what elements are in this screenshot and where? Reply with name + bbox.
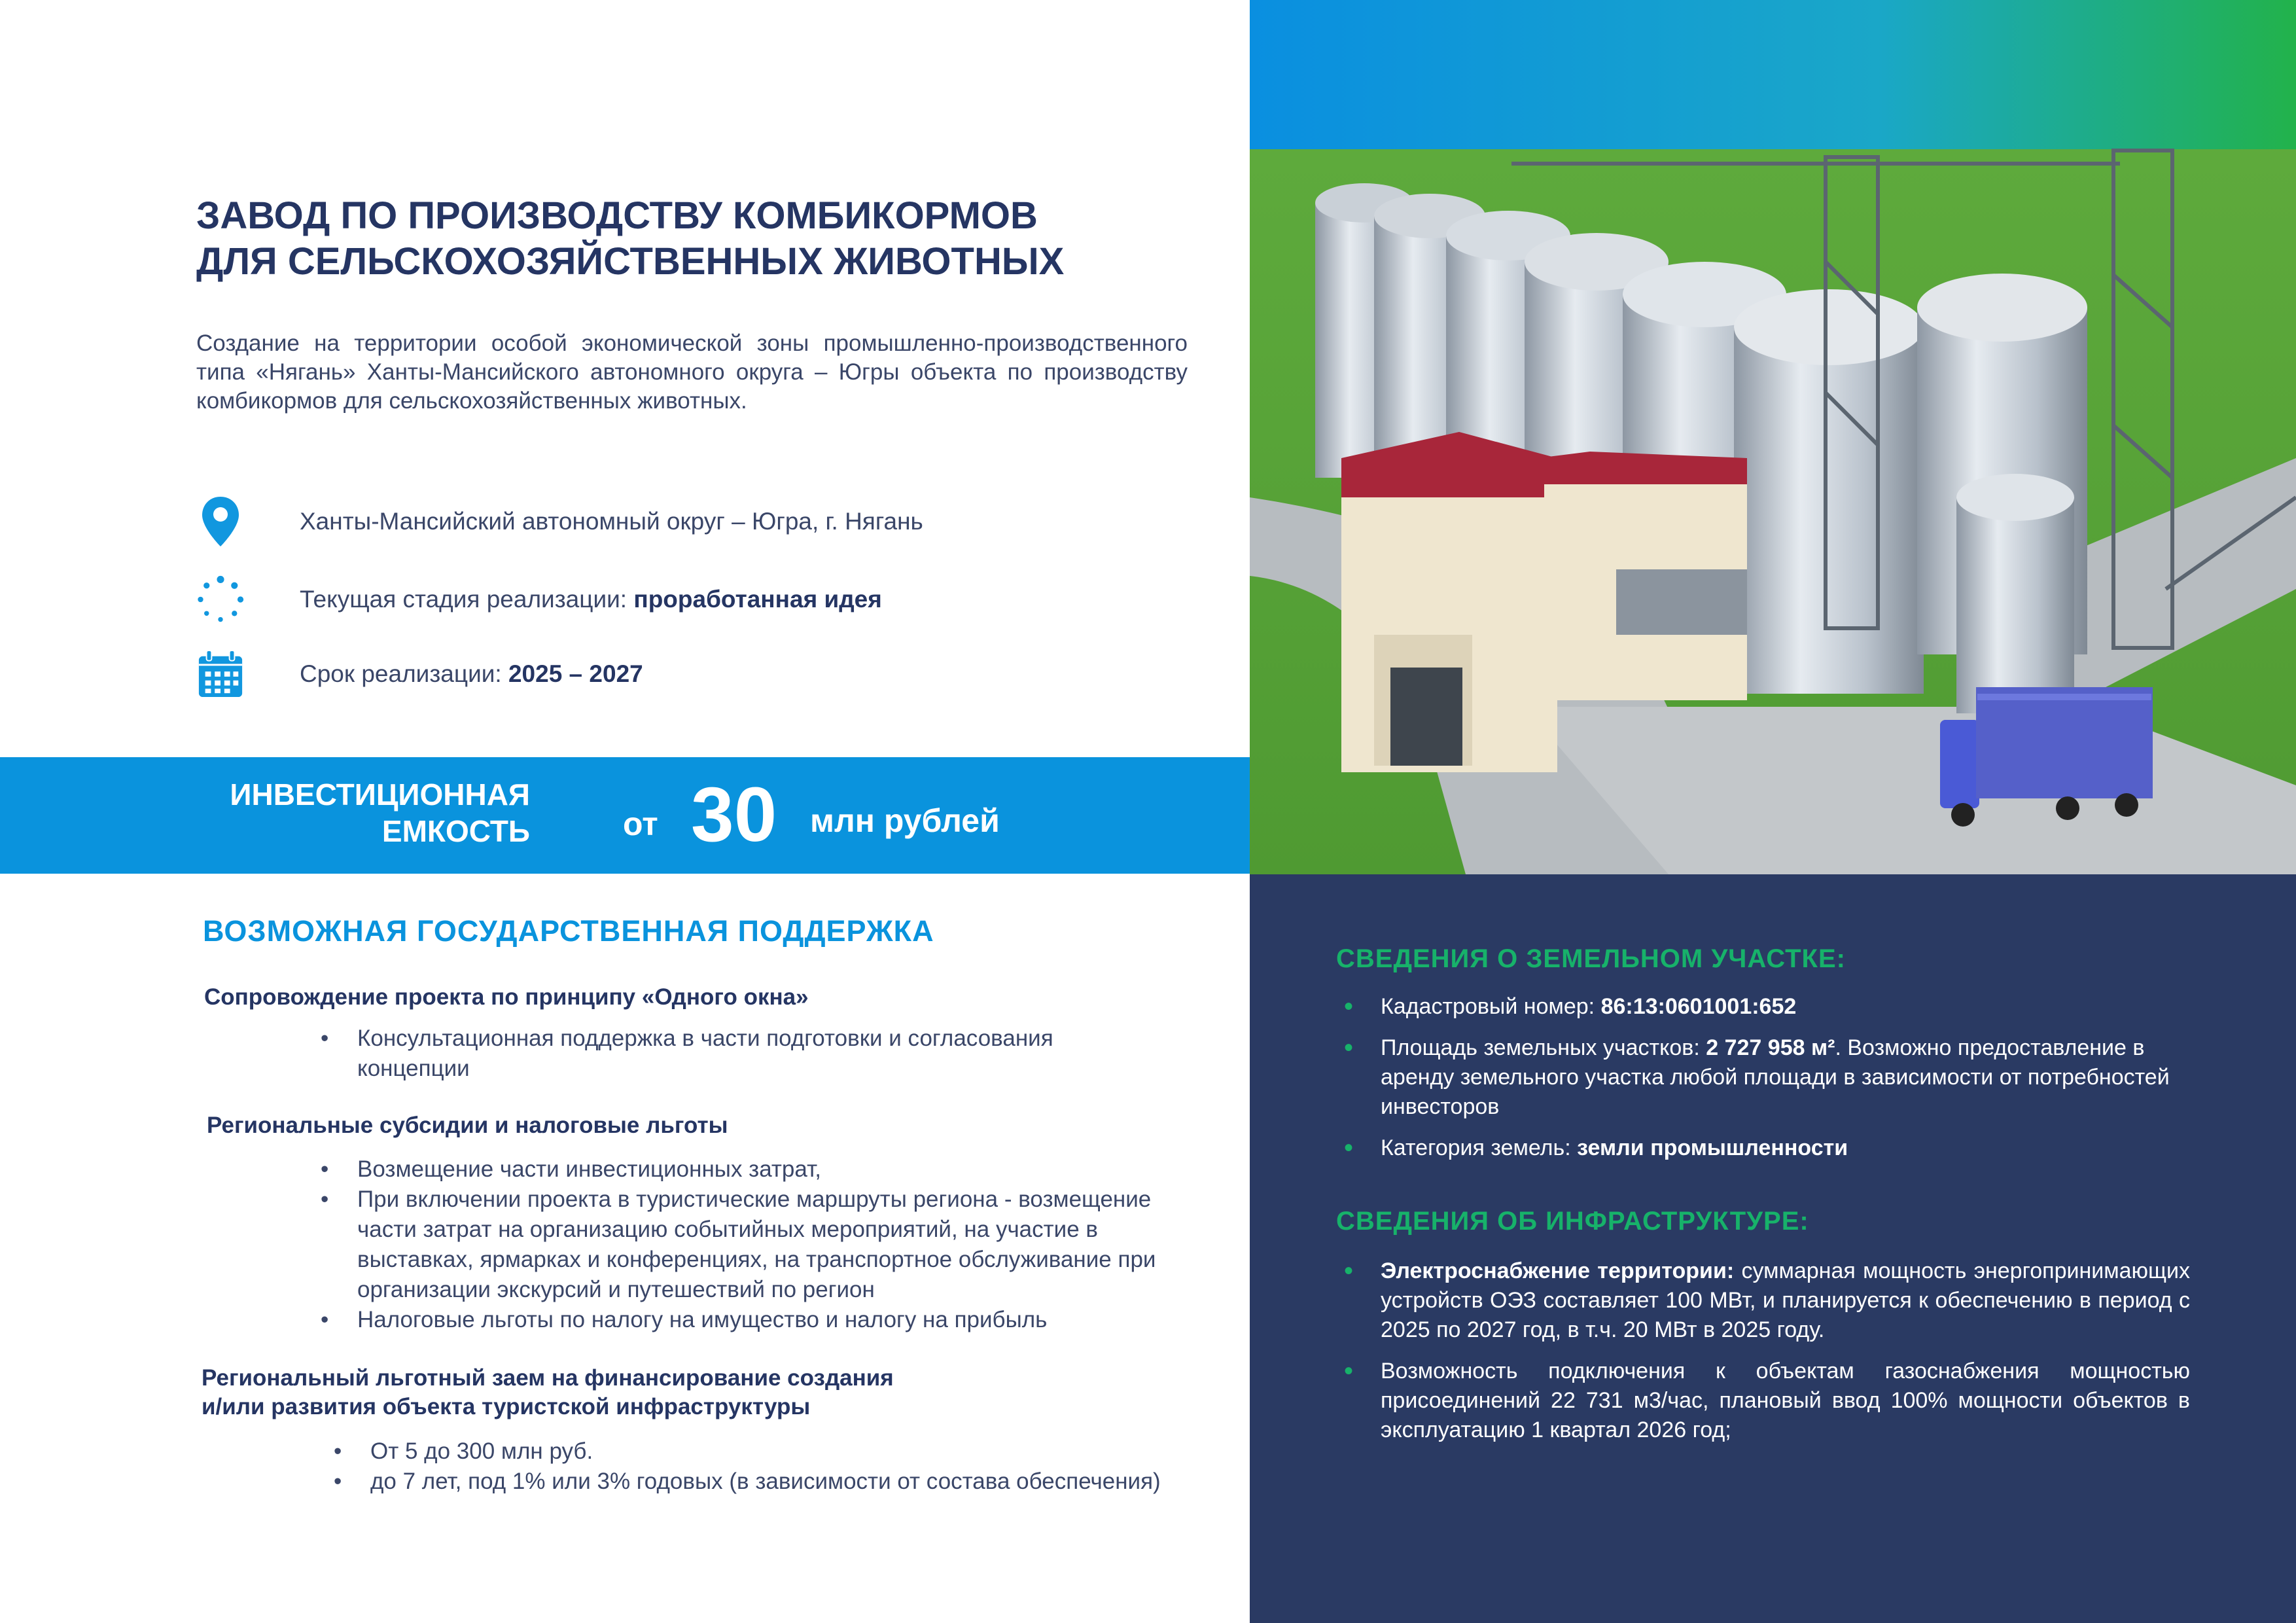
loan-title-line-2: и/или развития объекта туристской инфраструктуры bbox=[202, 1394, 811, 1419]
loan-title bbox=[202, 1364, 894, 1421]
term-label: Срок реализации: bbox=[300, 660, 508, 687]
list-item: • до 7 лет, под 1% или 3% годовых (в зависимости от состава обеспечения) bbox=[334, 1467, 1237, 1497]
land-list bbox=[1381, 992, 2190, 1175]
land-title: СВЕДЕНИЯ О ЗЕМЕЛЬНОМ УЧАСТКЕ: bbox=[1336, 944, 1846, 973]
plant-illustration bbox=[1250, 0, 2296, 874]
loan-list bbox=[334, 1436, 1237, 1497]
info-stage bbox=[196, 572, 1243, 627]
area-item bbox=[1381, 1033, 2190, 1122]
category-value: земли промышленности bbox=[1577, 1135, 1848, 1160]
category-label: Категория земель: bbox=[1381, 1135, 1578, 1160]
page-title bbox=[196, 193, 1210, 285]
stage-value: проработанная идея bbox=[633, 586, 882, 613]
subsidies-list bbox=[321, 1154, 1197, 1335]
location-pin-icon bbox=[196, 495, 245, 548]
category-item bbox=[1381, 1133, 2190, 1163]
title-line-1: ЗАВОД ПО ПРОИЗВОДСТВУ КОМБИКОРМОВ bbox=[196, 194, 1038, 237]
investment-label-line-1: ИНВЕСТИЦИОННАЯ bbox=[230, 777, 530, 812]
area-note: . Возможно предоставление в аренду земельного участка любой площади в зависимости от потребностей инвесторов bbox=[1381, 1035, 2170, 1119]
infrastructure-title: СВЕДЕНИЯ ОБ ИНФРАСТРУКТУРЕ: bbox=[1336, 1207, 1809, 1236]
list-item: • От 5 до 300 млн руб. bbox=[334, 1436, 1237, 1467]
term-text bbox=[300, 660, 643, 688]
list-item: • Налоговые льготы по налогу на имущество и налогу на прибыль bbox=[321, 1305, 1197, 1335]
list-item: • Консультационная поддержка в части подготовки и согласования концепции bbox=[321, 1024, 1171, 1084]
list-item: • Возмещение части инвестиционных затрат, bbox=[321, 1154, 1197, 1185]
one-window-title: Сопровождение проекта по принципу «Одного окна» bbox=[204, 984, 809, 1010]
subsidies-title: Региональные субсидии и налоговые льготы bbox=[207, 1113, 728, 1138]
power-item bbox=[1381, 1257, 2190, 1345]
location-text: Ханты-Мансийский автономный округ – Югра, г. Нягань bbox=[300, 508, 923, 535]
area-label: Площадь земельных участков: bbox=[1381, 1035, 1706, 1060]
title-line-2: ДЛЯ СЕЛЬСКОХОЗЯЙСТВЕННЫХ ЖИВОТНЫХ bbox=[196, 240, 1065, 283]
details-panel bbox=[1250, 874, 2296, 1623]
area-value: 2 727 958 м² bbox=[1706, 1035, 1835, 1060]
support-title: ВОЗМОЖНАЯ ГОСУДАРСТВЕННАЯ ПОДДЕРЖКА bbox=[203, 914, 934, 948]
investment-amount: 30 bbox=[691, 772, 777, 858]
cadastral-value: 86:13:0601001:652 bbox=[1600, 994, 1797, 1019]
info-term bbox=[196, 647, 1243, 702]
stage-label: Текущая стадия реализации: bbox=[300, 586, 634, 613]
investment-from: от bbox=[623, 806, 658, 842]
investment-label-line-2: ЕМКОСТЬ bbox=[381, 814, 530, 848]
calendar-icon bbox=[196, 648, 245, 700]
term-value: 2025 – 2027 bbox=[508, 660, 643, 687]
loading-dots-icon bbox=[196, 573, 245, 626]
list-item: • При включении проекта в туристические маршруты региона - возмещение части затрат на организацию событийных мероприятий, на участие в выставках, ярмарках и конференциях, на транспортное обслуживание при организации экскурсий и путешествий по регион bbox=[321, 1185, 1197, 1305]
intro-text: Создание на территории особой экономической зоны промышленно-производственного типа «Нягань» Ханты-Мансийского автономного округа – Югры объекта по производству комбикормов для сельскохозяйственных животных. bbox=[196, 330, 1188, 414]
cadastral-item bbox=[1381, 992, 2190, 1022]
stage-text bbox=[300, 586, 882, 613]
info-location bbox=[196, 494, 1243, 549]
investment-unit: млн рублей bbox=[810, 802, 1000, 839]
loan-title-line-1: Региональный льготный заем на финансирование создания bbox=[202, 1365, 894, 1391]
power-text: суммарная мощность энергопринимающих устройств ОЭЗ составляет 100 МВт, и планируется к обеспечению в период с 2025 по 2027 год, в т.ч. 20 МВт в 2025 году. bbox=[1381, 1258, 2190, 1342]
cadastral-label: Кадастровый номер: bbox=[1381, 994, 1601, 1019]
power-label: Электроснабжение территории: bbox=[1381, 1258, 1735, 1283]
investment-label bbox=[196, 776, 530, 849]
gas-item: • Возможность подключения к объектам газоснабжения мощностью присоединений 22 731 м3/час, плановый ввод 100% мощности объектов в эксплуатацию 1 квартал 2026 год; bbox=[1381, 1357, 2190, 1445]
infrastructure-list bbox=[1381, 1257, 2190, 1457]
one-window-list bbox=[321, 1024, 1171, 1084]
